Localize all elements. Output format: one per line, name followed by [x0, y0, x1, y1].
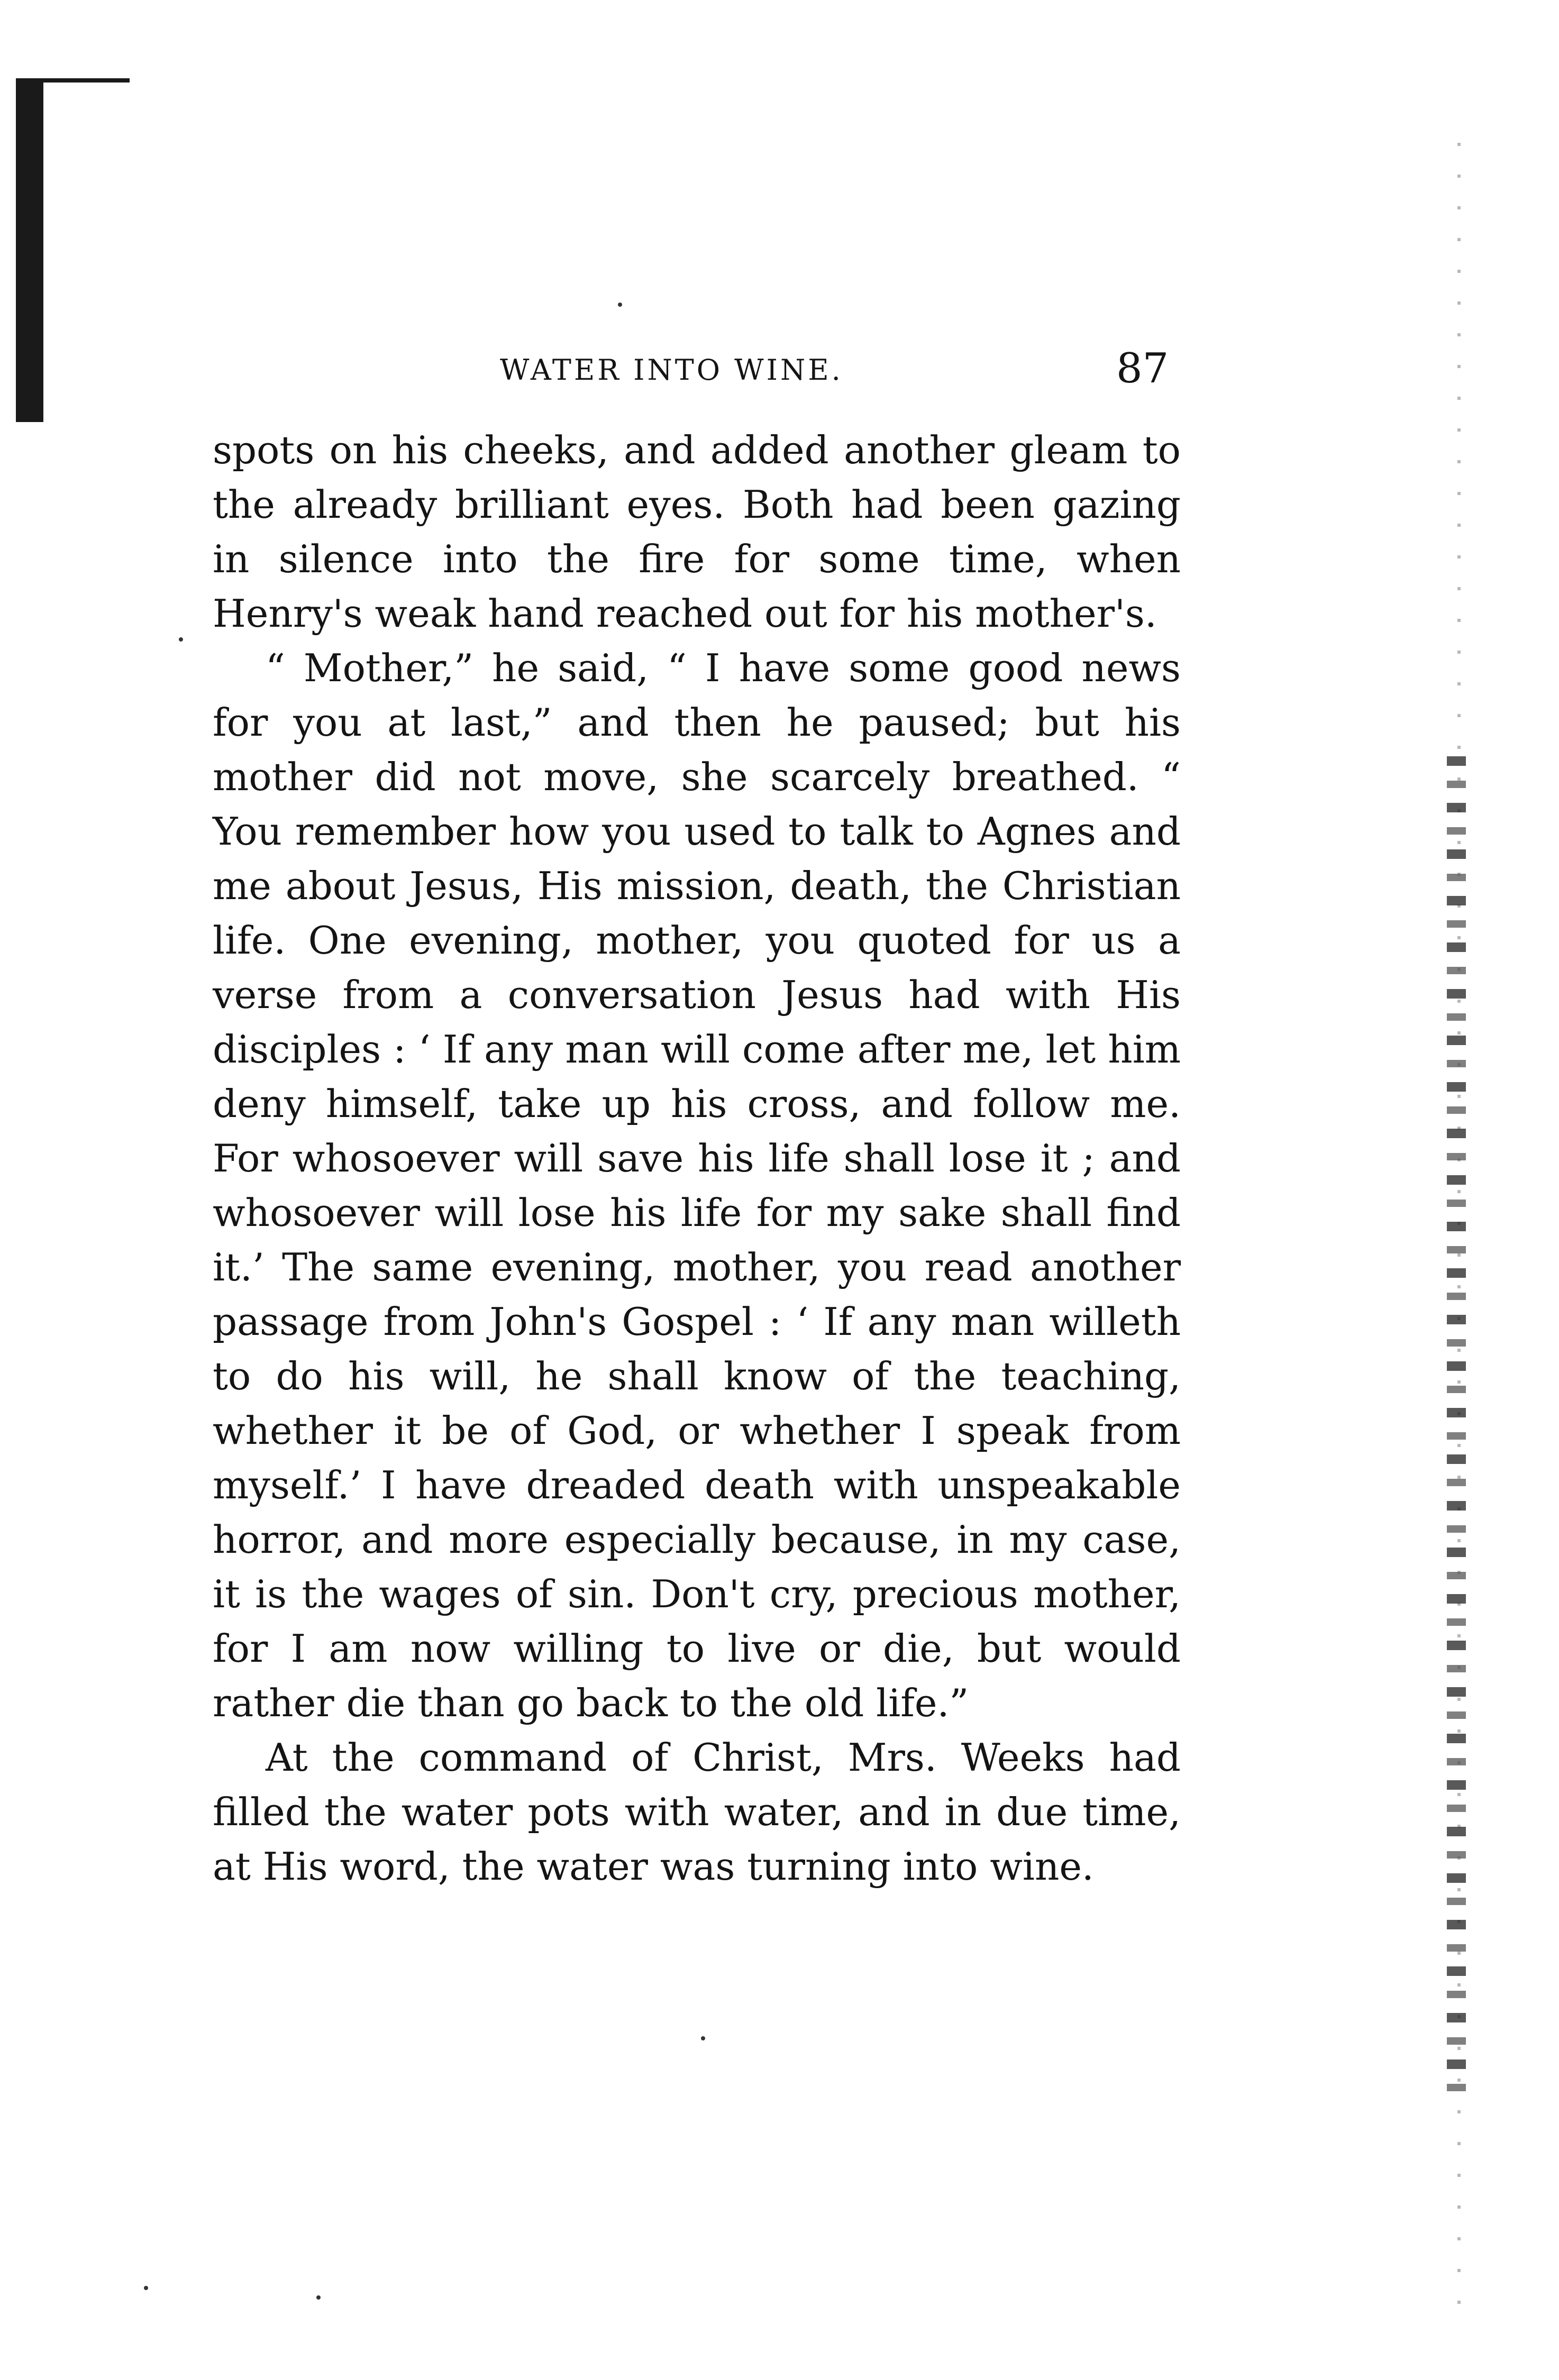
page-number: 87	[1116, 345, 1169, 392]
scan-speck	[179, 637, 183, 642]
scan-edge-bar	[16, 78, 43, 422]
paragraph: spots on his cheeks, and added another gleam to the already brilliant eyes. Both had been gazing in silence into the fire for some time, when Henry's weak hand reached out for his mother's.	[213, 428, 1181, 636]
scan-speck	[701, 2036, 705, 2040]
page-body	[213, 423, 1181, 1894]
scan-speck	[144, 2286, 148, 2290]
paragraph: “ Mother,” he said, “ I have some good news for you at last,” and then he paused; but his mother did not move, she scarcely breathed. “ You remember how you used to talk to Agnes and me about Jesus, His mission, death, the Christian life. One evening, mother, you quoted for us a verse from a conversation Jesus had with His disciples : ‘ If any man will come after me, let him deny himself, take up his cross, and follow me. For whosoever will save his life shall lose it ; and whosoever will lose his life for my sake shall find it.’ The same evening, mother, you read another passage from John's Gospel : ‘ If any man willeth to do his will, he shall know of the teaching, whether it be of God, or whether I speak from myself.’ I have dreaded death with unspeakable horror, and more especially because, in my case, it is the wages of sin. Don't cry, precious mother, for I am now willing to live or die, but would rather die than go back to the old life.”	[213, 646, 1181, 1725]
paragraph: At the command of Christ, Mrs. Weeks had filled the water pots with water, and in due time, at His word, the water was turning into wine.	[213, 1735, 1181, 1889]
scan-speck	[618, 303, 622, 307]
scan-gutter-marks	[1447, 756, 1466, 2100]
scan-speck	[316, 2295, 321, 2300]
running-title: WATER INTO WINE.	[500, 353, 843, 387]
